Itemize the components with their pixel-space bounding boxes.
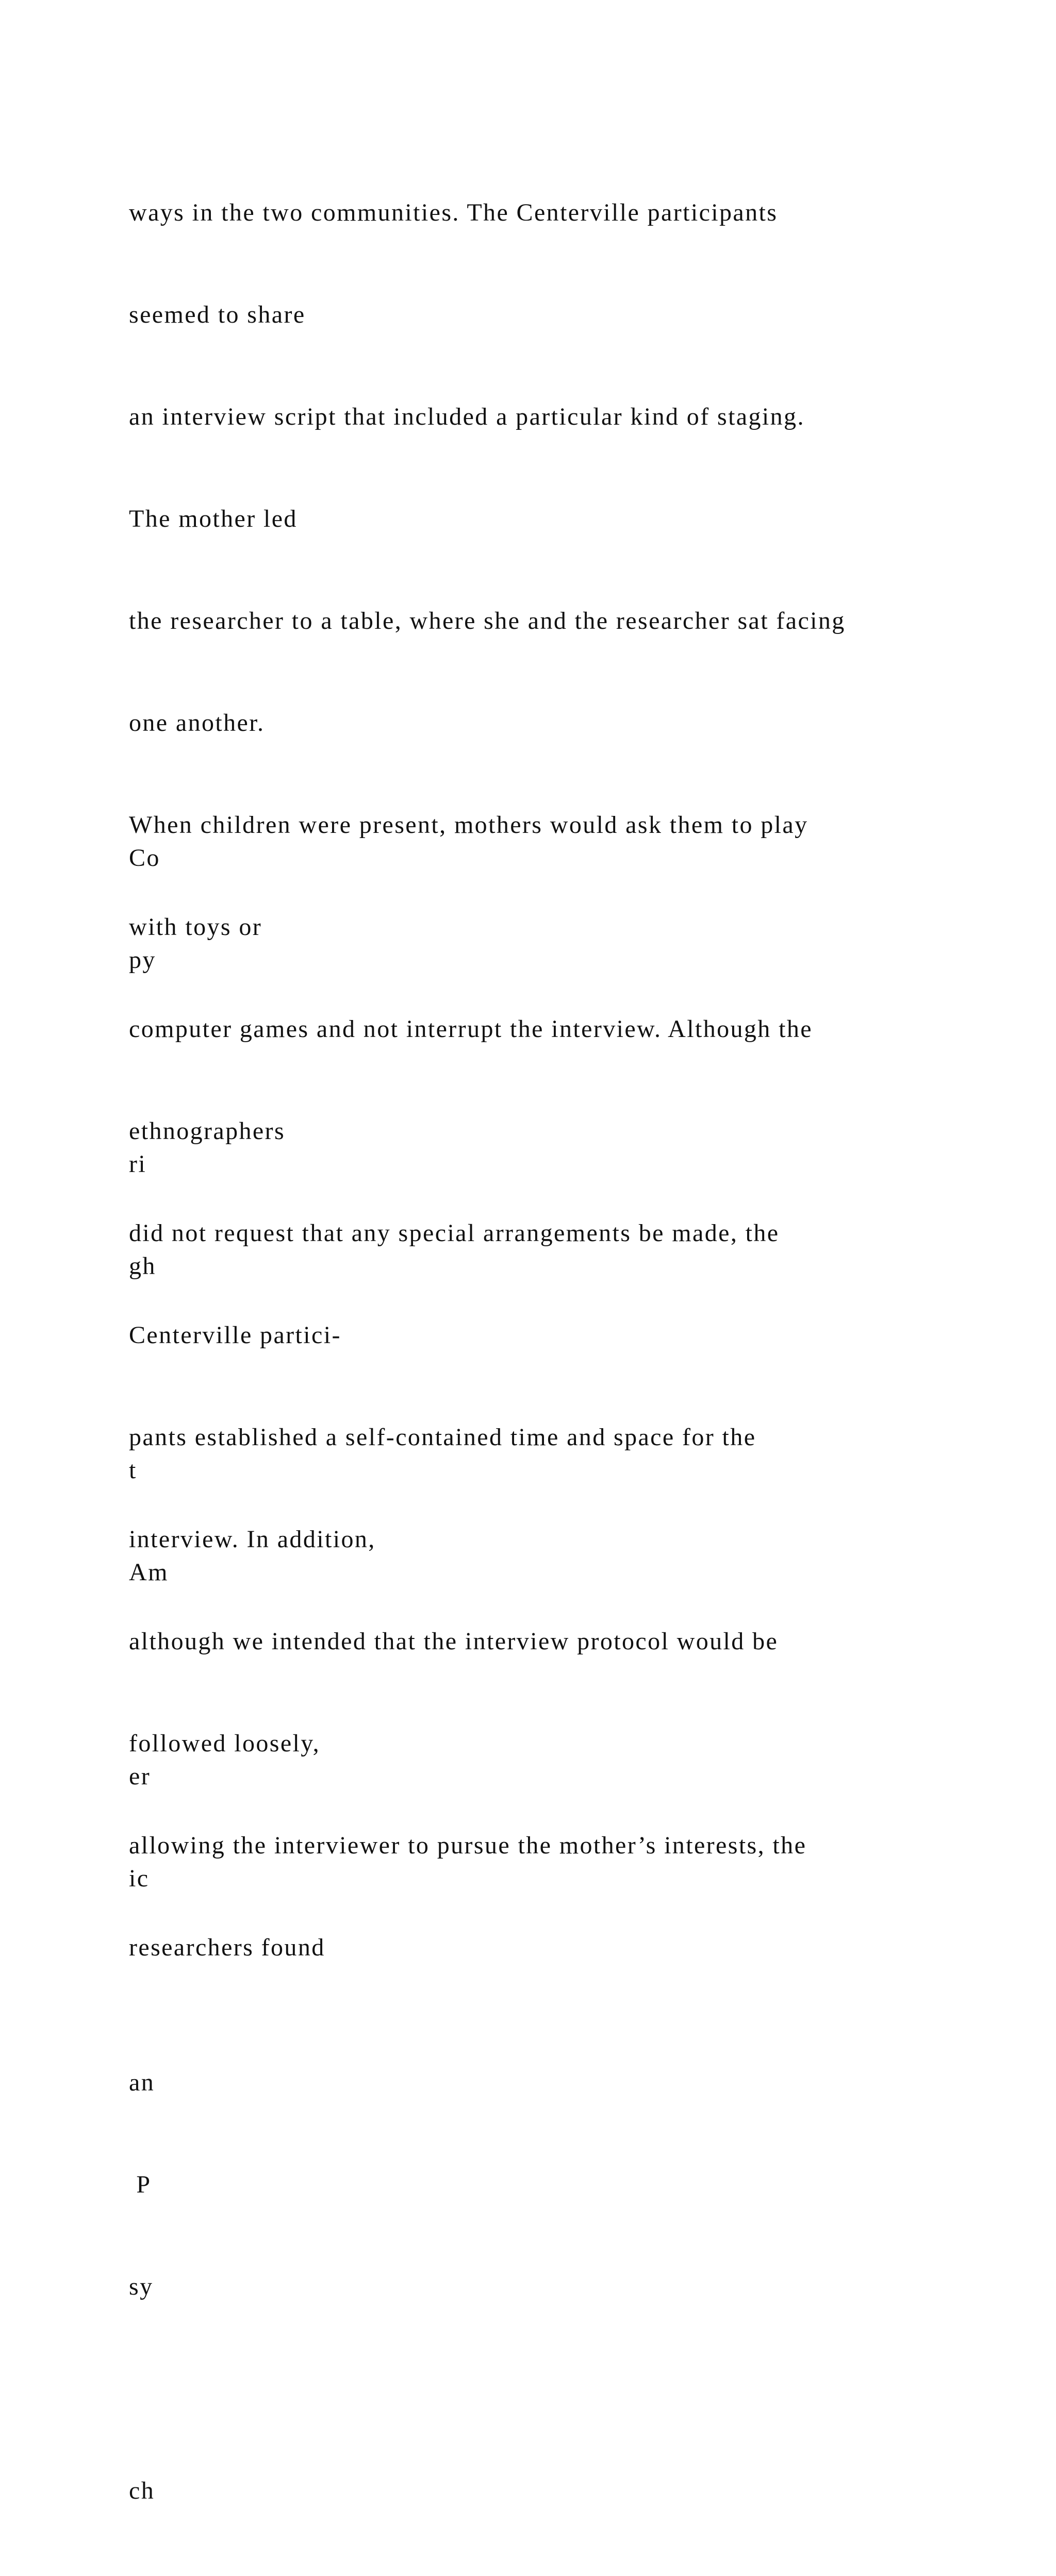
fragment-line [129, 1045, 169, 1079]
fragment-line: gh [129, 1252, 156, 1280]
text-line: although we intended that the interview protocol would be [129, 1628, 779, 1655]
text-line: allowing the interviewer to pursue the mother’s interests, the [129, 1832, 807, 1859]
fragment-line: py [129, 946, 156, 974]
text-line: The mother led [129, 505, 298, 532]
text-line: an interview script that included a particular kind of staging. [129, 403, 805, 430]
fragment-line: ri [129, 1150, 147, 1178]
fragment-line [129, 2372, 169, 2406]
text-line: ethnographers [129, 1117, 286, 1145]
text-line: the researcher to a table, where she and the researcher sat facing [129, 607, 846, 634]
fragment-line: Am [129, 1559, 169, 1586]
fragment-line: ch [129, 2477, 155, 2504]
text-line: one another. [129, 709, 265, 737]
text-line: with toys or [129, 913, 262, 941]
fragment-line [129, 1964, 169, 1998]
fragment-line: an [129, 2069, 155, 2096]
text-line: computer games and not interrupt the interview. Although the [129, 1015, 813, 1043]
text-line: When children were present, mothers would ask them to play [129, 811, 808, 839]
text-line: researchers found [129, 1934, 325, 1961]
body-text [129, 128, 1031, 2033]
text-line: interview. In addition, [129, 1526, 376, 1553]
text-line: ways in the two communities. The Centerville participants [129, 199, 778, 226]
fragment-line: P [129, 2171, 152, 2198]
fragment-line: sy [129, 2273, 154, 2300]
fragment-line: Co [129, 844, 160, 872]
fragment-line [129, 1658, 169, 1692]
fragment-line: t [129, 1457, 137, 1484]
copyright-fragments [129, 773, 169, 2576]
text-line: seemed to share [129, 301, 306, 328]
text-line: followed loosely, [129, 1730, 320, 1757]
fragment-line: er [129, 1763, 151, 1790]
fragment-line [129, 1351, 169, 1385]
text-line: pants established a self-contained time and space for the [129, 1424, 756, 1451]
fragment-line: ic [129, 1865, 150, 1892]
text-line: did not request that any special arrangements be made, the [129, 1219, 780, 1247]
text-line: Centerville partici- [129, 1322, 341, 1349]
